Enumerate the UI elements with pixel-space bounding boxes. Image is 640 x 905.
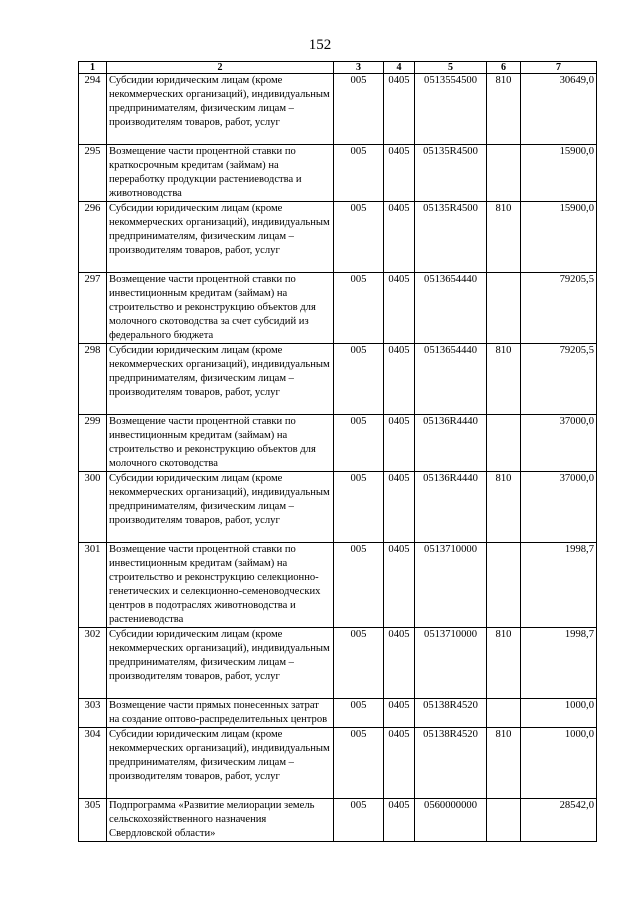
row-col-4: 0405: [384, 628, 415, 699]
row-number: 303: [79, 699, 107, 728]
table-row: [79, 699, 597, 728]
row-col-5: 05135R4500: [415, 202, 487, 273]
row-col-3: 005: [334, 202, 384, 273]
row-amount: 1000,0: [521, 728, 597, 799]
row-amount: 1998,7: [521, 543, 597, 628]
row-col-3: 005: [334, 145, 384, 202]
table-row: [79, 74, 597, 145]
row-amount: 30649,0: [521, 74, 597, 145]
row-col-6: [487, 145, 521, 202]
header-col-3: 3: [334, 62, 384, 74]
row-col-6: 810: [487, 728, 521, 799]
row-col-5: 0560000000: [415, 799, 487, 842]
row-col-4: 0405: [384, 799, 415, 842]
table-row: [79, 202, 597, 273]
row-col-6: 810: [487, 74, 521, 145]
row-col-5: 05138R4520: [415, 699, 487, 728]
row-col-3: 005: [334, 344, 384, 415]
row-name: Возмещение части процентной ставки по инвестиционным кредитам (займам) на строительство и реконструкцию селекционно-генетических и селекционно-семеноводческих центров в подотраслях животноводства и растениеводства: [107, 543, 334, 628]
header-col-4: 4: [384, 62, 415, 74]
row-col-6: [487, 415, 521, 472]
row-col-3: 005: [334, 628, 384, 699]
row-col-6: 810: [487, 628, 521, 699]
row-col-6: [487, 699, 521, 728]
page-number: 152: [308, 37, 332, 53]
row-col-4: 0405: [384, 728, 415, 799]
row-amount: 79205,5: [521, 344, 597, 415]
row-col-6: 810: [487, 472, 521, 543]
row-name: Субсидии юридическим лицам (кроме некоммерческих организаций), индивидуальным предпринимателям, физическим лицам – производителям товаров, работ, услуг: [107, 628, 334, 699]
row-col-6: 810: [487, 344, 521, 415]
row-name: Возмещение части процентной ставки по краткосрочным кредитам (займам) на переработку продукции растениеводства и животноводства: [107, 145, 334, 202]
row-name: Субсидии юридическим лицам (кроме некоммерческих организаций), индивидуальным предпринимателям, физическим лицам – производителям товаров, работ, услуг: [107, 728, 334, 799]
table-row: [79, 628, 597, 699]
row-number: 301: [79, 543, 107, 628]
row-number: 305: [79, 799, 107, 842]
row-col-3: 005: [334, 728, 384, 799]
row-number: 296: [79, 202, 107, 273]
row-col-3: 005: [334, 74, 384, 145]
row-name: Возмещение части прямых понесенных затрат на создание оптово-распределительных центров: [107, 699, 334, 728]
header-col-5: 5: [415, 62, 487, 74]
row-amount: 37000,0: [521, 415, 597, 472]
row-number: 294: [79, 74, 107, 145]
row-col-3: 005: [334, 472, 384, 543]
row-col-5: 05136R4440: [415, 415, 487, 472]
row-amount: 15900,0: [521, 145, 597, 202]
row-col-4: 0405: [384, 273, 415, 344]
row-col-3: 005: [334, 415, 384, 472]
row-col-4: 0405: [384, 699, 415, 728]
table-row: [79, 472, 597, 543]
row-number: 295: [79, 145, 107, 202]
header-col-1: 1: [79, 62, 107, 74]
row-col-5: 05136R4440: [415, 472, 487, 543]
row-col-3: 005: [334, 699, 384, 728]
table-row: [79, 344, 597, 415]
row-amount: 37000,0: [521, 472, 597, 543]
row-col-4: 0405: [384, 472, 415, 543]
row-col-5: 0513710000: [415, 543, 487, 628]
row-amount: 15900,0: [521, 202, 597, 273]
row-name: Субсидии юридическим лицам (кроме некоммерческих организаций), индивидуальным предпринимателям, физическим лицам – производителям товаров, работ, услуг: [107, 344, 334, 415]
row-name: Возмещение части процентной ставки по инвестиционным кредитам (займам) на строительство и реконструкцию объектов для молочного скотоводства за счет субсидий из федерального бюджета: [107, 273, 334, 344]
row-amount: 28542,0: [521, 799, 597, 842]
row-col-4: 0405: [384, 145, 415, 202]
row-name: Субсидии юридическим лицам (кроме некоммерческих организаций), индивидуальным предпринимателям, физическим лицам – производителям товаров, работ, услуг: [107, 202, 334, 273]
row-amount: 79205,5: [521, 273, 597, 344]
row-number: 298: [79, 344, 107, 415]
row-name: Возмещение части процентной ставки по инвестиционным кредитам (займам) на строительство и реконструкцию объектов для молочного скотоводства: [107, 415, 334, 472]
row-number: 300: [79, 472, 107, 543]
row-col-4: 0405: [384, 202, 415, 273]
row-number: 304: [79, 728, 107, 799]
row-number: 297: [79, 273, 107, 344]
table-row: [79, 799, 597, 842]
row-col-4: 0405: [384, 415, 415, 472]
row-name: Субсидии юридическим лицам (кроме некоммерческих организаций), индивидуальным предпринимателям, физическим лицам – производителям товаров, работ, услуг: [107, 74, 334, 145]
table-row: [79, 145, 597, 202]
row-name: Субсидии юридическим лицам (кроме некоммерческих организаций), индивидуальным предпринимателям, физическим лицам – производителям товаров, работ, услуг: [107, 472, 334, 543]
header-col-7: 7: [521, 62, 597, 74]
row-col-6: [487, 273, 521, 344]
header-row: [79, 62, 597, 74]
row-col-3: 005: [334, 543, 384, 628]
row-col-5: 05138R4520: [415, 728, 487, 799]
row-col-5: 05135R4500: [415, 145, 487, 202]
table-row: [79, 273, 597, 344]
row-col-5: 0513654440: [415, 273, 487, 344]
row-col-3: 005: [334, 799, 384, 842]
table-row: [79, 415, 597, 472]
row-col-5: 0513654440: [415, 344, 487, 415]
row-col-4: 0405: [384, 74, 415, 145]
header-col-6: 6: [487, 62, 521, 74]
table-row: [79, 728, 597, 799]
row-col-6: 810: [487, 202, 521, 273]
row-amount: 1000,0: [521, 699, 597, 728]
table-row: [79, 543, 597, 628]
row-number: 302: [79, 628, 107, 699]
budget-table: [78, 61, 597, 842]
row-col-3: 005: [334, 273, 384, 344]
row-col-5: 0513554500: [415, 74, 487, 145]
row-col-4: 0405: [384, 543, 415, 628]
header-col-2: 2: [107, 62, 334, 74]
row-col-5: 0513710000: [415, 628, 487, 699]
row-number: 299: [79, 415, 107, 472]
row-col-4: 0405: [384, 344, 415, 415]
row-col-6: [487, 799, 521, 842]
row-name: Подпрограмма «Развитие мелиорации земель сельскохозяйственного назначения Свердловской области»: [107, 799, 334, 842]
row-amount: 1998,7: [521, 628, 597, 699]
row-col-6: [487, 543, 521, 628]
